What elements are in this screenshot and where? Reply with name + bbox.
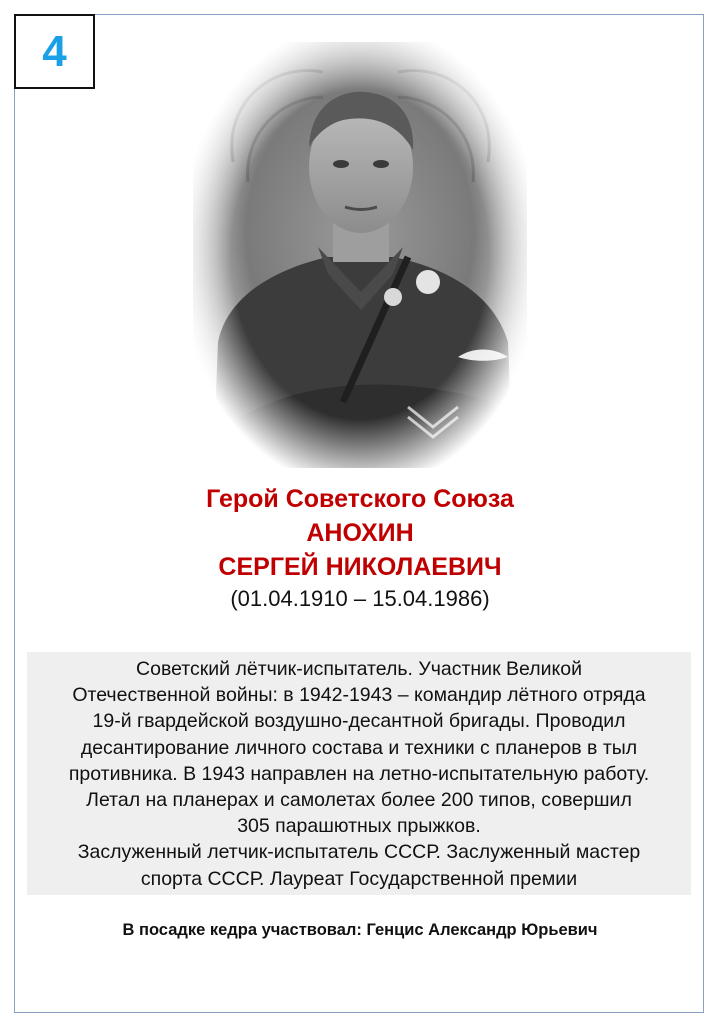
bio-line: спорта СССР. Лауреат Государственной премии (140, 867, 578, 890)
bio-line: противника. В 1943 направлен на летно-испытательную работу. (68, 762, 650, 785)
bio-line: Советский лётчик-испытатель. Участник Великой (136, 658, 582, 680)
planter-credit: В посадке кедра участвовал: Генцис Александр Юрьевич (122, 921, 598, 939)
bio-line: Заслуженный летчик-испытатель СССР. Заслуженный мастер (77, 841, 641, 864)
card-number-badge (14, 14, 95, 89)
hero-surname: АНОХИН (306, 519, 414, 547)
bio-line: Летал на планерах и самолетах более 200 типов, совершил (86, 789, 632, 812)
biography-box (27, 652, 691, 895)
portrait-image (193, 42, 527, 468)
hero-title: Герой Советского Союза (206, 485, 514, 513)
bio-line: 19-й гвардейской воздушно-десантной бригады. Проводил (92, 710, 626, 733)
portrait-photo (193, 42, 527, 468)
bio-line: Отечественной войны: в 1942-1943 – командир лётного отряда (72, 684, 646, 707)
hero-name: СЕРГЕЙ НИКОЛАЕВИЧ (218, 553, 502, 581)
bio-line: 305 парашютных прыжков. (237, 815, 481, 838)
hero-dates: (01.04.1910 – 15.04.1986) (230, 586, 490, 611)
hero-title-block (0, 482, 720, 614)
bio-line: десантирование личного состава и техники с планеров в тыл (80, 736, 638, 759)
card-number: 4 (42, 26, 67, 76)
